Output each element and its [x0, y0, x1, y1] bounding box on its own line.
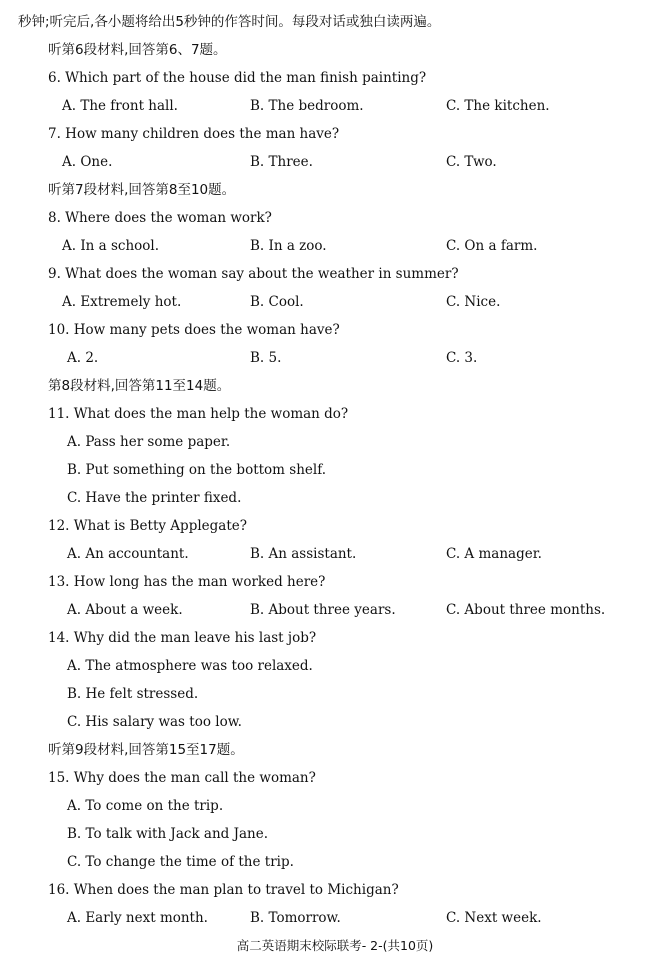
option-b: B. Cool. [250, 294, 304, 310]
option-b: B. Put something on the bottom shelf. [67, 462, 326, 478]
question-stem: 9. What does the woman say about the weather in summer? [48, 266, 459, 282]
option-a: A. In a school. [62, 238, 160, 254]
option-c: C. A manager. [446, 546, 542, 562]
section-heading: 第8段材料,回答第11至14题。 [48, 378, 231, 394]
option-a: A. One. [62, 154, 113, 170]
option-b: B. The bedroom. [250, 98, 364, 114]
question-stem: 10. How many pets does the woman have? [48, 322, 340, 338]
option-a: A. An accountant. [67, 546, 189, 562]
option-a: A. About a week. [67, 602, 183, 618]
option-c: C. Have the printer fixed. [67, 490, 242, 506]
question-stem: 11. What does the man help the woman do? [48, 406, 349, 422]
question-stem: 6. Which part of the house did the man finish painting? [48, 70, 427, 86]
question-stem: 16. When does the man plan to travel to Michigan? [48, 882, 399, 898]
section-heading: 听第6段材料,回答第6、7题。 [48, 42, 227, 58]
option-c: C. To change the time of the trip. [67, 854, 294, 870]
section-heading: 听第7段材料,回答第8至10题。 [48, 182, 236, 198]
option-a: A. Early next month. [67, 910, 208, 926]
option-b: B. Tomorrow. [250, 910, 341, 926]
question-stem: 8. Where does the woman work? [48, 210, 272, 226]
option-b: B. 5. [250, 350, 282, 366]
option-a: A. To come on the trip. [67, 798, 224, 814]
option-c: C. His salary was too low. [67, 714, 242, 730]
option-c: C. Nice. [446, 294, 501, 310]
option-b: B. Three. [250, 154, 313, 170]
option-c: C. The kitchen. [446, 98, 550, 114]
option-b: B. About three years. [250, 602, 396, 618]
option-c: C. On a farm. [446, 238, 538, 254]
option-a: A. Extremely hot. [62, 294, 182, 310]
option-b: B. To talk with Jack and Jane. [67, 826, 269, 842]
question-stem: 7. How many children does the man have? [48, 126, 340, 142]
option-a: A. 2. [67, 350, 99, 366]
question-stem: 14. Why did the man leave his last job? [48, 630, 317, 646]
option-c: C. Two. [446, 154, 497, 170]
option-c: C. 3. [446, 350, 478, 366]
page-footer: 高二英语期末校际联考- 2-(共10页) [236, 938, 434, 953]
option-a: A. Pass her some paper. [67, 434, 231, 450]
option-a: A. The front hall. [62, 98, 178, 114]
option-b: B. In a zoo. [250, 238, 327, 254]
section-heading: 听第9段材料,回答第15至17题。 [48, 742, 244, 758]
option-c: C. About three months. [446, 602, 606, 618]
question-stem: 13. How long has the man worked here? [48, 574, 326, 590]
question-stem: 15. Why does the man call the woman? [48, 770, 316, 786]
question-stem: 12. What is Betty Applegate? [48, 518, 247, 534]
option-c: C. Next week. [446, 910, 542, 926]
option-b: B. An assistant. [250, 546, 357, 562]
instructions-text: 秒钟;听完后,各小题将给出5秒钟的作答时间。每段对话或独白读两遍。 [18, 14, 441, 30]
option-b: B. He felt stressed. [67, 686, 199, 702]
option-a: A. The atmosphere was too relaxed. [67, 658, 313, 674]
